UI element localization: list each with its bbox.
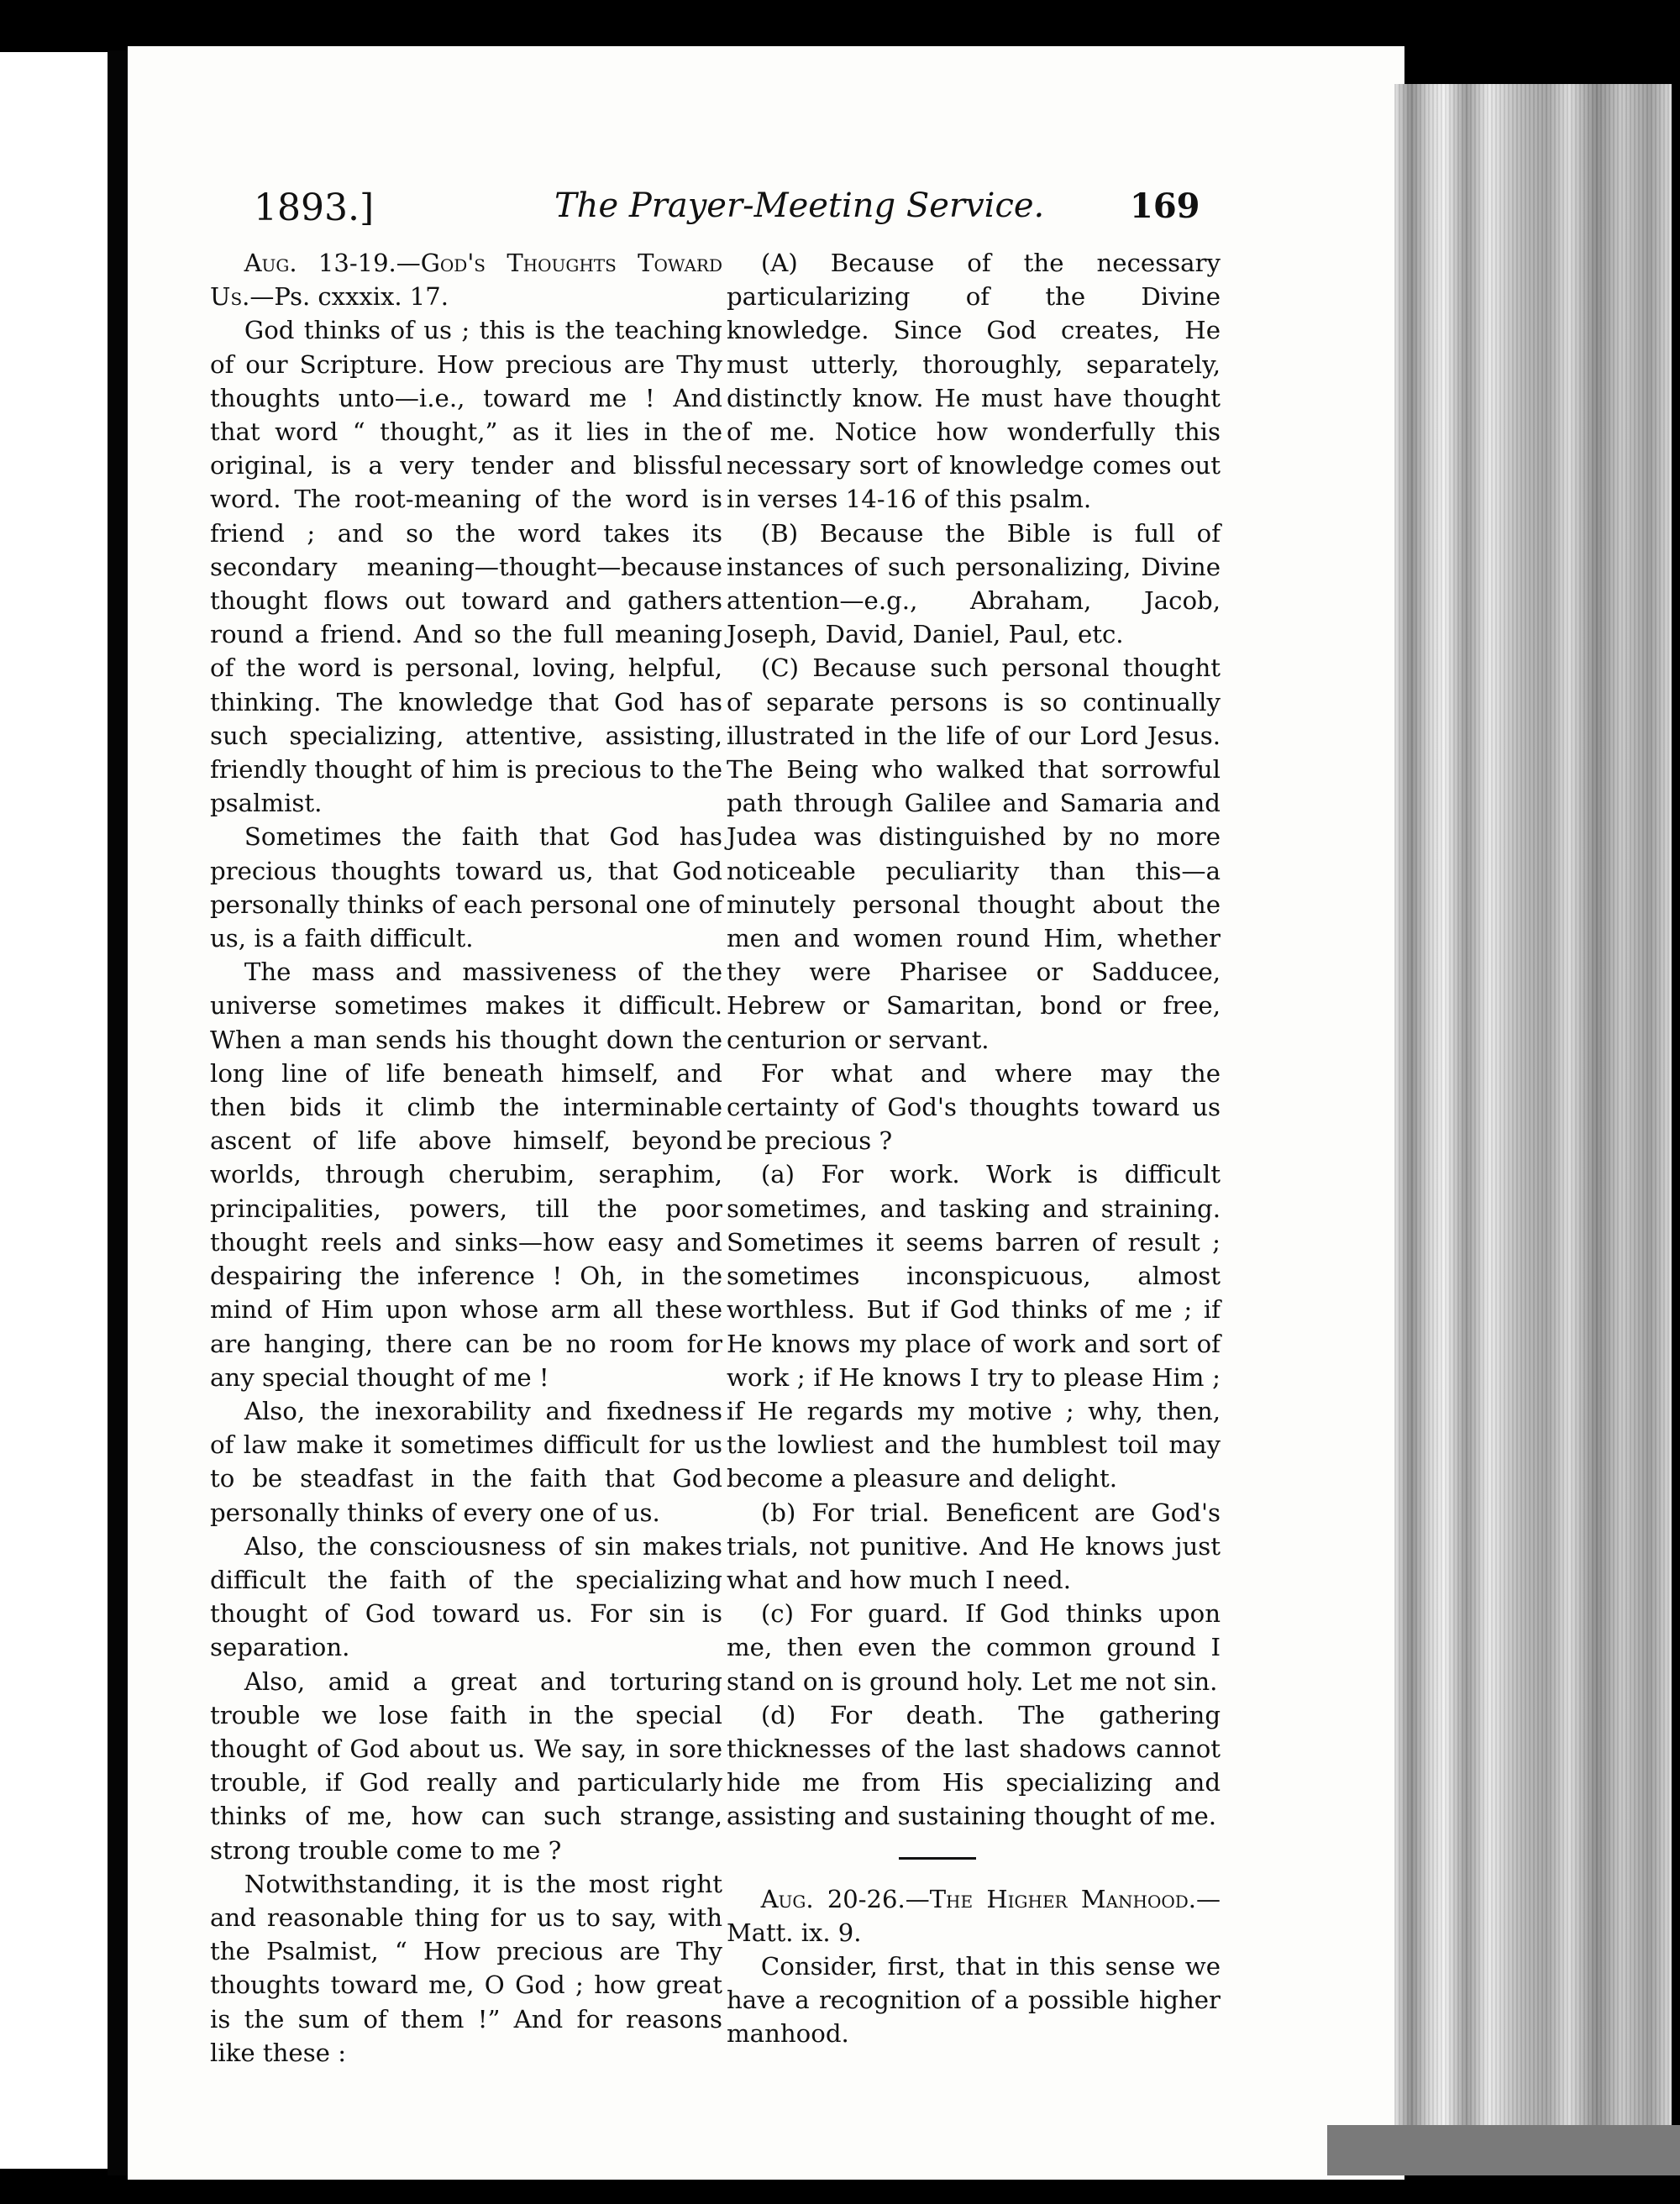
paragraph: (a) For work. Work is difficult sometimes, and tasking and straining. Sometimes it seems barren of result ; sometimes inconspicuous, almost worthless. But if God thinks of me ; if He knows my place of work and sort of work ; if He knows I try to please Him ; if He regards my motive ; why, then, the lowliest and the humblest toil may become a pleasure and delight. (727, 1160, 1221, 1493)
paragraph: Also, amid a great and torturing trouble we lose faith in the special thought of God about us. We say, in sore trouble, if God really and particularly thinks of me, how can such strange, strong trouble come to me ? (210, 1666, 722, 1865)
paragraph: (c) For guard. If God thinks upon me, then even the common ground I stand on is ground holy. Let me not sin. (727, 1599, 1221, 1696)
paragraph: (A) Because of the necessary particularizing of the Divine knowledge. Since God creates, He must utterly, thoroughly, separately, distinctly know. He must have thought of me. Notice how wonderfully this necessary sort of knowledge comes out in verses 14-16 of this psalm. (727, 249, 1221, 514)
paragraph: (d) For death. The gathering thicknesses of the last shadows cannot hide me from His specializing and assisting and sustaining thought of me. (727, 1700, 1221, 1831)
section-divider (727, 1834, 1221, 1882)
page-block-bottom (1327, 2125, 1680, 2175)
section-heading-title: —God's Thoughts Toward Us. (210, 249, 722, 312)
paragraph: For what and where may the certainty of God's thoughts toward us be precious ? (727, 1058, 1221, 1156)
paragraph: (b) For trial. Beneficent are God's trials, not punitive. And He knows just what and how much I need. (727, 1498, 1221, 1594)
paragraph: (C) Because such personal thought of separate persons is so continually illustrated in the life of our Lord Jesus. The Being who walked that sorrowful path through Galilee and Samaria and Judea was distinguished by no more noticeable peculiarity than this—a minutely personal thought about the men and women round Him, whether they were Pharisee or Sadducee, Hebrew or Samaritan, bond or free, centurion or servant. (727, 653, 1221, 1054)
section-heading-ref: —Ps. cxxxix. 17. (249, 282, 449, 312)
paragraph: (B) Because the Bible is full of instances of such personalizing, Divine attention—e.g., Abraham, Jacob, Joseph, David, Daniel, Paul, etc. (727, 518, 1221, 649)
paragraph: Consider, first, that in this sense we have a recognition of a possible higher manhood. (727, 1951, 1221, 2049)
facing-page-edge (0, 52, 109, 2169)
paragraph: Also, the consciousness of sin makes difficult the faith of the specializing thought of God toward us. For sin is separation. (210, 1531, 722, 1662)
divider-rule (899, 1857, 976, 1860)
section-heading (210, 246, 722, 313)
page-block-edges (1394, 84, 1672, 2159)
left-column (210, 246, 722, 2070)
section-heading-title: —The Higher Manhood. (905, 1884, 1197, 1913)
right-column (727, 246, 1221, 2051)
section-heading-date: Aug. 13-19. (244, 249, 396, 277)
section-heading-ref: —Matt. ix. 9. (727, 1884, 1221, 1947)
book-gutter (108, 50, 129, 2175)
paragraph: The mass and massiveness of the universe sometimes makes it difficult. When a man sends his thought down the long line of life beneath himself, and then bids it climb the interminable ascent of life above himself, beyond worlds, through cherubim, seraphim, principalities, powers, till the poor thought reels and sinks—how easy and despairing the inference ! Oh, in the mind of Him upon whose arm all these are hanging, there can be no room for any special thought of me ! (210, 958, 722, 1392)
running-head-title: The Prayer-Meeting Service. (554, 186, 1045, 225)
page-number: 169 (1130, 186, 1200, 226)
paragraph: Notwithstanding, it is the most right and reasonable thing for us to say, with the Psalmist, “ How precious are Thy thoughts toward me, O God ; how great is the sum of them !” And for reasons like these : (210, 1869, 722, 2067)
paragraph: Also, the inexorability and fixedness of law make it sometimes difficult for us to be steadfast in the faith that God personally thinks of every one of us. (210, 1396, 722, 1527)
section-heading-date: Aug. 20-26. (760, 1884, 906, 1913)
section-heading (727, 1882, 1221, 1949)
paragraph: Sometimes the faith that God has precious thoughts toward us, that God personally thinks of each personal one of us, is a faith difficult. (210, 822, 722, 953)
paragraph: God thinks of us ; this is the teaching of our Scripture. How precious are Thy thoughts unto—i.e., toward me ! And that word “ thought,” as it lies in the original, is a very tender and blissful word. The root-meaning of the word is friend ; and so the word takes its secondary meaning—thought—because thought flows out toward and gathers round a friend. And so the full meaning of the word is personal, loving, helpful, thinking. The knowledge that God has such specializing, attentive, assisting, friendly thought of him is precious to the psalmist. (210, 316, 722, 818)
running-head-year: 1893.] (254, 186, 375, 229)
